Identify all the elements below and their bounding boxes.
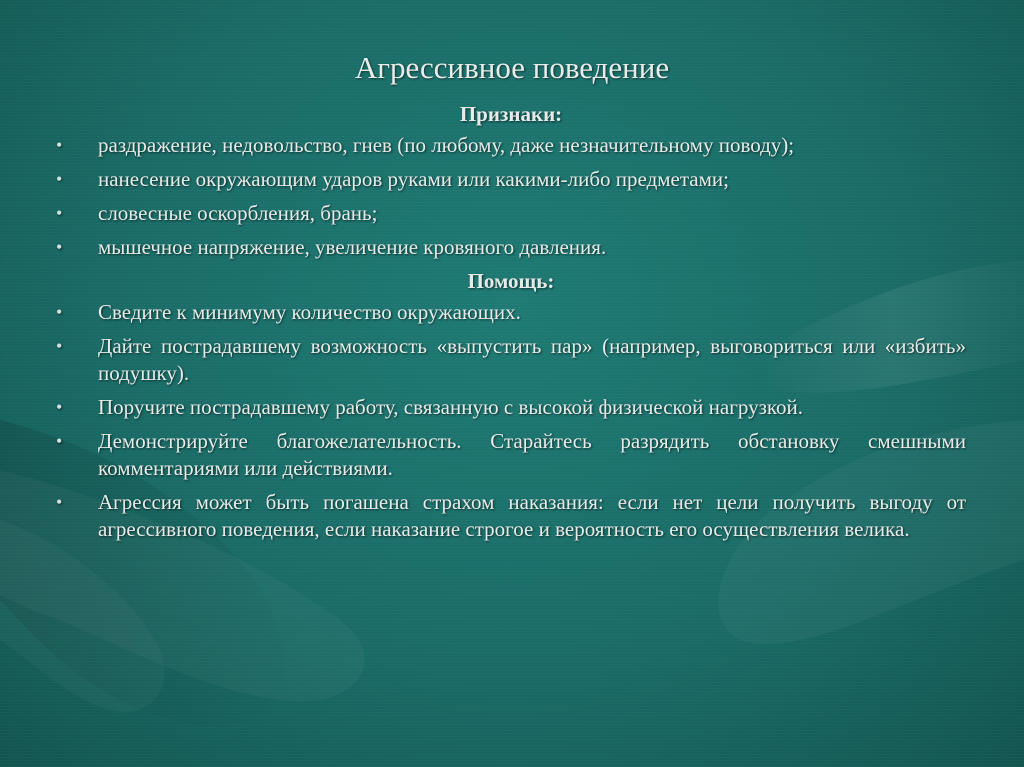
list-item: [56, 394, 966, 421]
list-item-text: Поручите пострадавшему работу, связанную с высокой физической нагрузкой.: [98, 395, 803, 419]
slide-content: [56, 96, 966, 550]
slide-title: Агрессивное поведение: [354, 50, 670, 85]
list-item: [56, 234, 966, 261]
list-item: [56, 428, 966, 482]
signs-list: [56, 132, 966, 261]
list-item: [56, 132, 966, 159]
list-item-text: раздражение, недовольство, гнев (по любому, даже незначительному поводу);: [98, 133, 795, 157]
list-item-text: Демонстрируйте благожелательность. Старайтесь разрядить обстановку смешными комментариями или действиями.: [98, 429, 966, 480]
bullet-icon: •: [56, 431, 63, 451]
list-item: [56, 200, 966, 227]
bullet-icon: •: [56, 336, 63, 356]
list-item-text: мышечное напряжение, увеличение кровяного давления.: [98, 235, 607, 259]
signs-heading: Признаки:: [459, 102, 563, 126]
bullet-icon: •: [56, 135, 63, 155]
help-list: [56, 299, 966, 543]
help-heading: Помощь:: [467, 269, 555, 293]
list-item: [56, 489, 966, 543]
bullet-icon: •: [56, 237, 63, 257]
bullet-icon: •: [56, 169, 63, 189]
bullet-icon: •: [56, 203, 63, 223]
list-item-text: Сведите к минимуму количество окружающих.: [98, 300, 521, 324]
bullet-icon: •: [56, 397, 63, 417]
list-item-text: Агрессия может быть погашена страхом наказания: если нет цели получить выгоду от агрессивного поведения, если наказание строгое и вероятность его осуществления велика.: [98, 490, 966, 541]
list-item-text: Дайте пострадавшему возможность «выпустить пар» (например, выговориться или «избить» подушку).: [98, 334, 966, 385]
list-item-text: нанесение окружающим ударов руками или какими-либо предметами;: [98, 167, 729, 191]
list-item: [56, 299, 966, 326]
list-item: [56, 333, 966, 387]
bullet-icon: •: [56, 302, 63, 322]
list-item: [56, 166, 966, 193]
bullet-icon: •: [56, 492, 63, 512]
list-item-text: словесные оскорбления, брань;: [98, 201, 378, 225]
